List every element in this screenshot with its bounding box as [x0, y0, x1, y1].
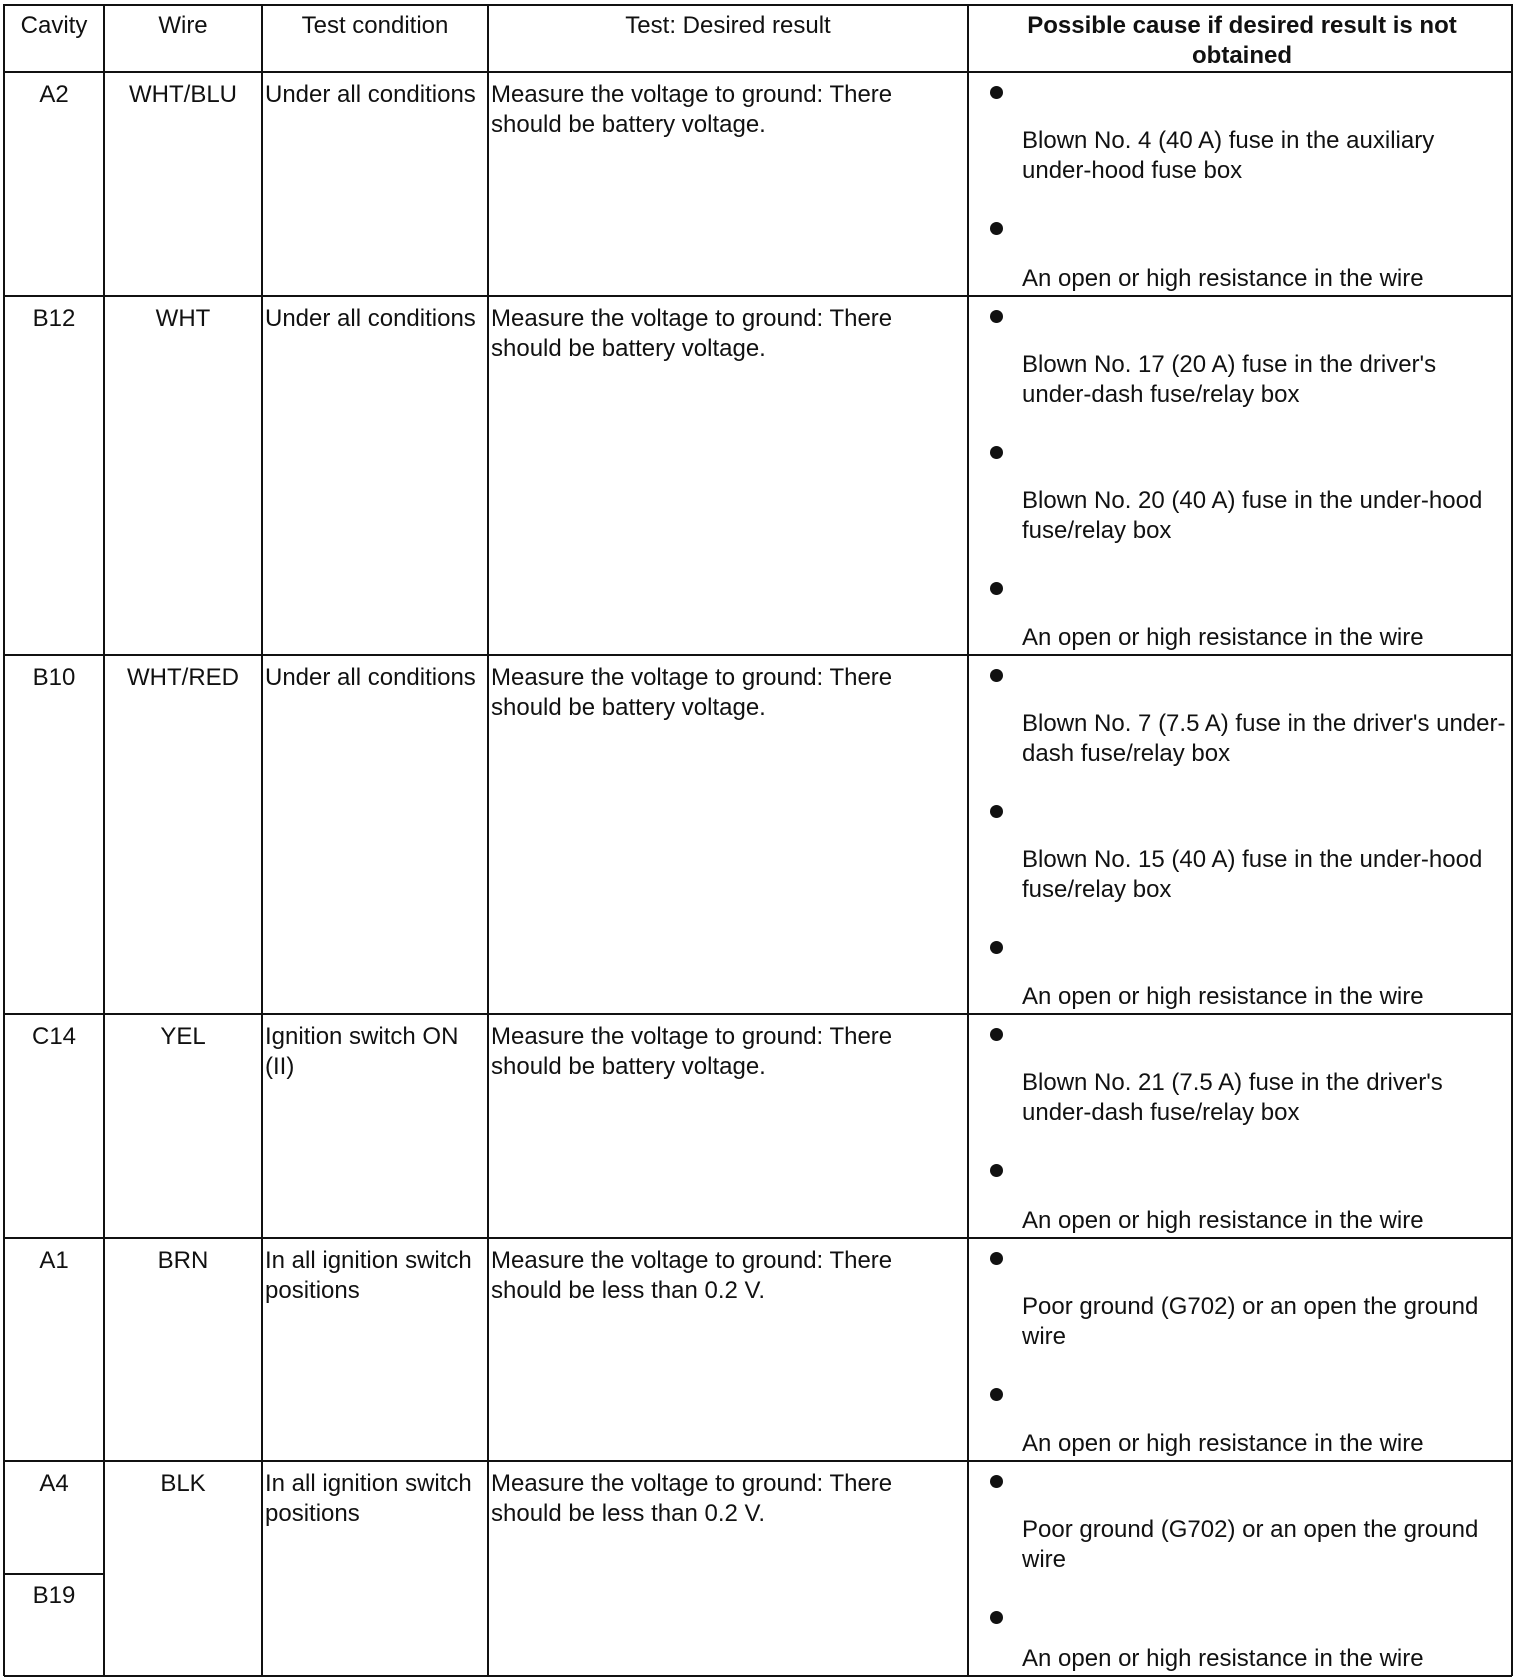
possible-cause-item: An open or high resistance in the wire [1022, 983, 1424, 1010]
possible-cause-item: An open or high resistance in the wire [1022, 1430, 1424, 1457]
possible-cause-item: Blown No. 7 (7.5 A) fuse in the driver's under-dash fuse/relay box [1022, 710, 1506, 767]
column-divider [261, 4, 263, 1676]
bullet-icon [990, 1388, 1003, 1401]
possible-cause-item: Blown No. 17 (20 A) fuse in the driver's under-dash fuse/relay box [1022, 351, 1437, 408]
bullet-icon [990, 446, 1003, 459]
column-divider [1511, 4, 1513, 1676]
bullet-icon [990, 805, 1003, 818]
row-divider [4, 4, 1512, 6]
cavity-value: B19 [32, 1582, 76, 1609]
possible-cause-item: Blown No. 15 (40 A) fuse in the under-hood fuse/relay box [1022, 846, 1483, 903]
bullet-icon [990, 1164, 1003, 1177]
bullet-icon [990, 310, 1003, 323]
wire-value: BLK [160, 1470, 206, 1497]
test-condition-value: Ignition switch ON (II) [265, 1023, 459, 1080]
bullet-icon [990, 1475, 1003, 1488]
bullet-icon [990, 86, 1003, 99]
possible-cause-item: Blown No. 21 (7.5 A) fuse in the driver's under-dash fuse/relay box [1022, 1069, 1443, 1126]
desired-result-value: Measure the voltage to ground: There should be less than 0.2 V. [491, 1470, 893, 1527]
wire-value: WHT [155, 305, 211, 332]
cavity-value: A1 [39, 1247, 69, 1274]
wire-value: WHT/RED [127, 664, 239, 691]
test-condition-value: Under all conditions [265, 305, 476, 332]
cavity-value: A2 [39, 81, 69, 108]
test-condition-value: Under all conditions [265, 81, 476, 108]
possible-cause-item: An open or high resistance in the wire [1022, 1207, 1424, 1234]
header-wire: Wire [158, 12, 208, 39]
header-desired-result: Test: Desired result [625, 12, 831, 39]
cavity-value: C14 [31, 1023, 77, 1050]
cavity-split-divider [4, 1573, 104, 1575]
possible-cause-item: An open or high resistance in the wire [1022, 624, 1424, 651]
row-divider [4, 654, 1512, 656]
bullet-icon [990, 941, 1003, 954]
bullet-icon [990, 222, 1003, 235]
cavity-value: B10 [32, 664, 76, 691]
row-divider [4, 295, 1512, 297]
test-condition-value: Under all conditions [265, 664, 476, 691]
possible-cause-item: Poor ground (G702) or an open the ground wire [1022, 1293, 1479, 1350]
cavity-value: B12 [32, 305, 76, 332]
row-divider [4, 1013, 1512, 1015]
row-divider [4, 71, 1512, 73]
row-divider [4, 1237, 1512, 1239]
test-condition-value: In all ignition switch positions [265, 1470, 472, 1527]
bullet-icon [990, 1028, 1003, 1041]
row-divider [4, 1675, 1512, 1677]
possible-cause-item: An open or high resistance in the wire [1022, 1645, 1424, 1672]
possible-cause-item: Poor ground (G702) or an open the ground wire [1022, 1516, 1479, 1573]
column-divider [967, 4, 969, 1676]
possible-cause-item: Blown No. 20 (40 A) fuse in the under-hood fuse/relay box [1022, 487, 1483, 544]
bullet-icon [990, 1611, 1003, 1624]
desired-result-value: Measure the voltage to ground: There should be battery voltage. [491, 81, 893, 138]
wire-value: WHT/BLU [129, 81, 237, 108]
header-cavity: Cavity [20, 12, 88, 39]
desired-result-value: Measure the voltage to ground: There should be less than 0.2 V. [491, 1247, 893, 1304]
header-possible-cause: Possible cause if desired result is not obtained [1027, 12, 1457, 69]
wire-value: YEL [160, 1023, 206, 1050]
desired-result-value: Measure the voltage to ground: There should be battery voltage. [491, 664, 893, 721]
possible-cause-item: Blown No. 4 (40 A) fuse in the auxiliary under-hood fuse box [1022, 127, 1435, 184]
column-divider [103, 4, 105, 1676]
bullet-icon [990, 1252, 1003, 1265]
desired-result-value: Measure the voltage to ground: There should be battery voltage. [491, 1023, 893, 1080]
header-test-condition: Test condition [301, 12, 449, 39]
bullet-icon [990, 669, 1003, 682]
possible-cause-item: An open or high resistance in the wire [1022, 265, 1424, 292]
column-divider [3, 4, 5, 1676]
desired-result-value: Measure the voltage to ground: There should be battery voltage. [491, 305, 893, 362]
row-divider [4, 1460, 1512, 1462]
cavity-value: A4 [39, 1470, 69, 1497]
test-condition-value: In all ignition switch positions [265, 1247, 472, 1304]
wire-value: BRN [157, 1247, 209, 1274]
column-divider [487, 4, 489, 1676]
bullet-icon [990, 582, 1003, 595]
